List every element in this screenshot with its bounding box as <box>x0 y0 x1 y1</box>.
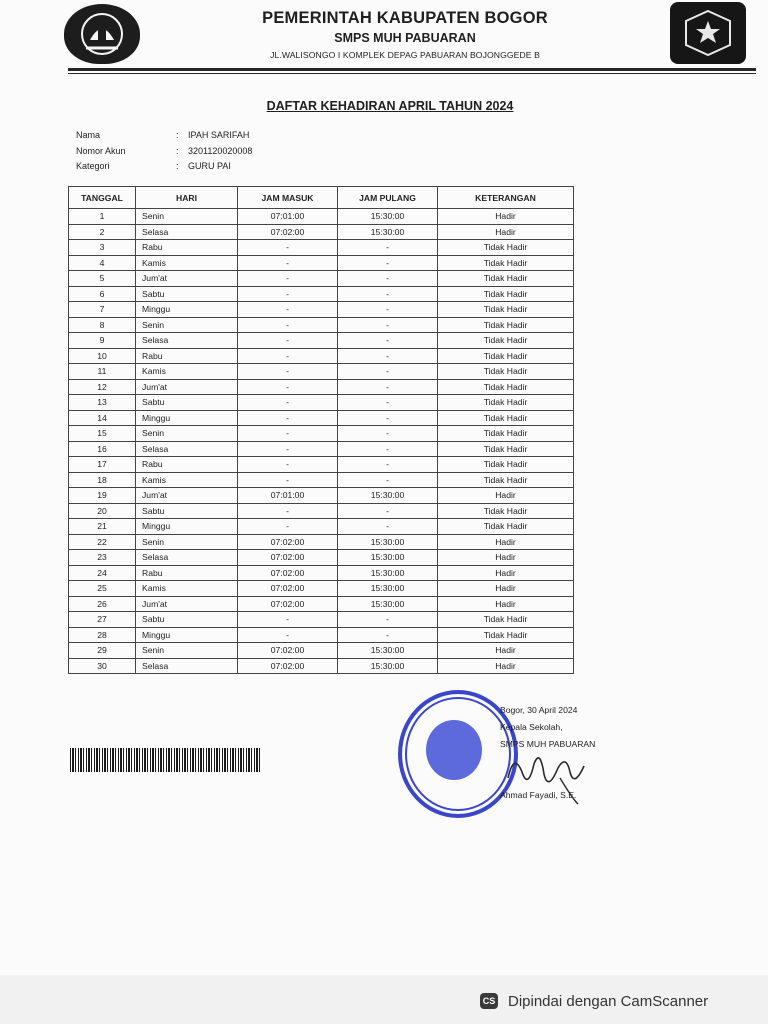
info-row-name <box>76 128 252 144</box>
signer-school: SMPS MUH PABUARAN <box>500 739 596 749</box>
cell-status: Tidak Hadir <box>438 333 574 349</box>
table-row <box>69 317 574 333</box>
cell-time-out: - <box>338 333 438 349</box>
cell-status: Hadir <box>438 643 574 659</box>
cell-status: Tidak Hadir <box>438 271 574 287</box>
cell-time-in: - <box>238 441 338 457</box>
employee-info <box>76 128 252 175</box>
cell-day: Senin <box>136 317 238 333</box>
cell-date: 12 <box>69 379 136 395</box>
table-row <box>69 503 574 519</box>
cell-day: Senin <box>136 209 238 225</box>
info-colon: : <box>176 130 179 140</box>
cell-day: Rabu <box>136 240 238 256</box>
cell-time-out: - <box>338 627 438 643</box>
info-value: GURU PAI <box>188 161 231 171</box>
cell-day: Senin <box>136 643 238 659</box>
cell-day: Selasa <box>136 550 238 566</box>
cell-day: Jum'at <box>136 596 238 612</box>
table-row <box>69 550 574 566</box>
table-row <box>69 612 574 628</box>
info-label: Kategori <box>76 161 110 171</box>
table-row <box>69 379 574 395</box>
cell-day: Rabu <box>136 348 238 364</box>
cell-time-out: 15:30:00 <box>338 488 438 504</box>
cell-status: Hadir <box>438 224 574 240</box>
cell-time-out: - <box>338 472 438 488</box>
cell-time-in: 07:02:00 <box>238 534 338 550</box>
cell-time-out: - <box>338 410 438 426</box>
cell-time-in: - <box>238 348 338 364</box>
cell-time-in: - <box>238 410 338 426</box>
cell-status: Hadir <box>438 596 574 612</box>
cell-status: Tidak Hadir <box>438 317 574 333</box>
info-value: 3201120020008 <box>188 145 253 156</box>
camscanner-watermark <box>480 988 708 1014</box>
cell-time-in: - <box>238 472 338 488</box>
ministry-emblem-icon <box>670 2 746 64</box>
cell-day: Sabtu <box>136 395 238 411</box>
cell-day: Kamis <box>136 472 238 488</box>
cell-time-in: - <box>238 255 338 271</box>
cell-day: Senin <box>136 426 238 442</box>
cell-date: 23 <box>69 550 136 566</box>
stamp-emblem-icon <box>426 720 482 780</box>
cell-day: Selasa <box>136 333 238 349</box>
cell-date: 25 <box>69 581 136 597</box>
table-row <box>69 581 574 597</box>
table-row <box>69 364 574 380</box>
cell-date: 17 <box>69 457 136 473</box>
cell-date: 18 <box>69 472 136 488</box>
cell-date: 27 <box>69 612 136 628</box>
camscanner-icon: CS <box>480 993 498 1009</box>
cell-status: Tidak Hadir <box>438 612 574 628</box>
cell-date: 26 <box>69 596 136 612</box>
cell-time-out: 15:30:00 <box>338 550 438 566</box>
table-row <box>69 519 574 535</box>
cell-day: Senin <box>136 534 238 550</box>
table-row <box>69 240 574 256</box>
cell-time-in: 07:02:00 <box>238 596 338 612</box>
cell-time-in: - <box>238 240 338 256</box>
table-row <box>69 596 574 612</box>
cell-date: 19 <box>69 488 136 504</box>
cell-date: 11 <box>69 364 136 380</box>
cell-time-out: - <box>338 271 438 287</box>
cell-status: Hadir <box>438 534 574 550</box>
cell-date: 8 <box>69 317 136 333</box>
cell-day: Jum'at <box>136 379 238 395</box>
cell-day: Selasa <box>136 441 238 457</box>
cell-day: Sabtu <box>136 503 238 519</box>
cell-status: Tidak Hadir <box>438 379 574 395</box>
cell-time-in: - <box>238 503 338 519</box>
cell-time-in: - <box>238 426 338 442</box>
cell-day: Selasa <box>136 658 238 674</box>
barcode <box>70 748 262 772</box>
table-row <box>69 209 574 225</box>
cell-date: 7 <box>69 302 136 318</box>
table-row <box>69 457 574 473</box>
column-header: JAM PULANG <box>338 187 438 209</box>
cell-time-in: - <box>238 519 338 535</box>
school-address: JL.WALISONGO I KOMPLEK DEPAG PABUARAN BOJONGGEDE B <box>270 50 540 60</box>
cell-time-out: - <box>338 441 438 457</box>
cell-time-out: - <box>338 286 438 302</box>
cell-time-in: - <box>238 302 338 318</box>
cell-date: 29 <box>69 643 136 659</box>
cell-day: Sabtu <box>136 286 238 302</box>
cell-time-out: - <box>338 348 438 364</box>
cell-time-out: 15:30:00 <box>338 643 438 659</box>
cell-status: Tidak Hadir <box>438 472 574 488</box>
cell-time-in: - <box>238 317 338 333</box>
cell-time-out: - <box>338 364 438 380</box>
cell-status: Tidak Hadir <box>438 348 574 364</box>
cell-date: 1 <box>69 209 136 225</box>
table-row <box>69 302 574 318</box>
cell-day: Kamis <box>136 581 238 597</box>
cell-date: 24 <box>69 565 136 581</box>
table-row <box>69 224 574 240</box>
cell-day: Jum'at <box>136 271 238 287</box>
table-row <box>69 441 574 457</box>
table-row <box>69 271 574 287</box>
cell-date: 4 <box>69 255 136 271</box>
cell-date: 6 <box>69 286 136 302</box>
bogor-regency-logo-icon <box>64 4 140 64</box>
cell-date: 2 <box>69 224 136 240</box>
cell-time-in: 07:02:00 <box>238 643 338 659</box>
cell-time-out: - <box>338 255 438 271</box>
cell-time-in: 07:02:00 <box>238 658 338 674</box>
cell-date: 9 <box>69 333 136 349</box>
cell-date: 5 <box>69 271 136 287</box>
cell-time-in: - <box>238 379 338 395</box>
cell-status: Hadir <box>438 581 574 597</box>
school-name: SMPS MUH PABUARAN <box>334 31 476 45</box>
column-header: HARI <box>136 187 238 209</box>
table-header-row <box>69 187 574 209</box>
cell-date: 28 <box>69 627 136 643</box>
cell-time-in: 07:01:00 <box>238 209 338 225</box>
cell-time-in: 07:02:00 <box>238 581 338 597</box>
signer-name: Ahmad Fayadi, S.E. <box>500 790 577 800</box>
cell-day: Minggu <box>136 302 238 318</box>
cell-time-out: - <box>338 457 438 473</box>
cell-date: 10 <box>69 348 136 364</box>
cell-time-out: - <box>338 426 438 442</box>
table-row <box>69 658 574 674</box>
cell-day: Minggu <box>136 627 238 643</box>
cell-date: 20 <box>69 503 136 519</box>
table-row <box>69 410 574 426</box>
info-label: Nomor Akun <box>76 145 126 156</box>
cell-time-out: 15:30:00 <box>338 581 438 597</box>
cell-day: Jum'at <box>136 488 238 504</box>
cell-status: Tidak Hadir <box>438 457 574 473</box>
cell-time-in: - <box>238 395 338 411</box>
table-row <box>69 286 574 302</box>
cell-time-in: 07:01:00 <box>238 488 338 504</box>
cell-time-out: - <box>338 240 438 256</box>
handwritten-signature <box>500 738 600 808</box>
cell-time-out: - <box>338 395 438 411</box>
info-row-account <box>76 144 252 160</box>
cell-status: Tidak Hadir <box>438 503 574 519</box>
header-divider-thin <box>68 73 756 74</box>
column-header: JAM MASUK <box>238 187 338 209</box>
table-row <box>69 348 574 364</box>
info-label: Nama <box>76 130 101 140</box>
cell-status: Tidak Hadir <box>438 364 574 380</box>
cell-date: 21 <box>69 519 136 535</box>
cell-day: Kamis <box>136 364 238 380</box>
table-row <box>69 488 574 504</box>
cell-date: 14 <box>69 410 136 426</box>
cell-status: Tidak Hadir <box>438 286 574 302</box>
cell-time-out: 15:30:00 <box>338 596 438 612</box>
signer-role: Kepala Sekolah, <box>500 722 563 732</box>
cell-status: Hadir <box>438 209 574 225</box>
cell-day: Selasa <box>136 224 238 240</box>
document-title: DAFTAR KEHADIRAN APRIL TAHUN 2024 <box>266 99 514 113</box>
table-row <box>69 255 574 271</box>
cell-time-in: - <box>238 333 338 349</box>
cell-date: 15 <box>69 426 136 442</box>
cell-day: Rabu <box>136 457 238 473</box>
info-colon: : <box>176 145 179 156</box>
table-row <box>69 333 574 349</box>
header-divider <box>68 68 756 71</box>
cell-status: Tidak Hadir <box>438 240 574 256</box>
cell-day: Rabu <box>136 565 238 581</box>
cell-status: Tidak Hadir <box>438 395 574 411</box>
column-header: KETERANGAN <box>438 187 574 209</box>
table-row <box>69 627 574 643</box>
info-colon: : <box>176 161 179 171</box>
info-row-category <box>76 159 252 175</box>
cell-time-out: 15:30:00 <box>338 209 438 225</box>
place-date: Bogor, 30 April 2024 <box>500 705 578 715</box>
cell-time-out: - <box>338 379 438 395</box>
cell-day: Sabtu <box>136 612 238 628</box>
cell-time-in: 07:02:00 <box>238 550 338 566</box>
cell-time-in: - <box>238 364 338 380</box>
cell-time-out: 15:30:00 <box>338 534 438 550</box>
attendance-table <box>68 186 574 674</box>
cell-time-in: - <box>238 612 338 628</box>
cell-status: Tidak Hadir <box>438 410 574 426</box>
cell-time-in: - <box>238 271 338 287</box>
table-body <box>69 209 574 674</box>
cell-status: Hadir <box>438 488 574 504</box>
cell-time-in: 07:02:00 <box>238 224 338 240</box>
cell-status: Tidak Hadir <box>438 302 574 318</box>
cell-status: Hadir <box>438 658 574 674</box>
table-row <box>69 565 574 581</box>
cell-time-out: 15:30:00 <box>338 224 438 240</box>
cell-date: 13 <box>69 395 136 411</box>
info-value: IPAH SARIFAH <box>188 130 250 140</box>
table-row <box>69 472 574 488</box>
cell-date: 30 <box>69 658 136 674</box>
cell-time-out: 15:30:00 <box>338 565 438 581</box>
cell-day: Kamis <box>136 255 238 271</box>
cell-time-out: - <box>338 503 438 519</box>
cell-status: Tidak Hadir <box>438 441 574 457</box>
cell-status: Tidak Hadir <box>438 255 574 271</box>
cell-time-in: - <box>238 627 338 643</box>
cell-status: Tidak Hadir <box>438 519 574 535</box>
table-row <box>69 534 574 550</box>
camscanner-text: Dipindai dengan CamScanner <box>508 992 709 1010</box>
cell-date: 16 <box>69 441 136 457</box>
government-header: PEMERINTAH KABUPATEN BOGOR <box>262 9 548 27</box>
cell-time-out: - <box>338 519 438 535</box>
cell-time-in: - <box>238 457 338 473</box>
cell-date: 3 <box>69 240 136 256</box>
cell-time-out: - <box>338 317 438 333</box>
cell-status: Tidak Hadir <box>438 627 574 643</box>
table-row <box>69 395 574 411</box>
cell-status: Tidak Hadir <box>438 426 574 442</box>
cell-time-in: - <box>238 286 338 302</box>
column-header: TANGGAL <box>69 187 136 209</box>
cell-time-out: 15:30:00 <box>338 658 438 674</box>
cell-date: 22 <box>69 534 136 550</box>
table-row <box>69 643 574 659</box>
cell-day: Minggu <box>136 519 238 535</box>
cell-time-out: - <box>338 302 438 318</box>
cell-day: Minggu <box>136 410 238 426</box>
cell-time-in: 07:02:00 <box>238 565 338 581</box>
cell-status: Hadir <box>438 550 574 566</box>
cell-time-out: - <box>338 612 438 628</box>
table-row <box>69 426 574 442</box>
cell-status: Hadir <box>438 565 574 581</box>
